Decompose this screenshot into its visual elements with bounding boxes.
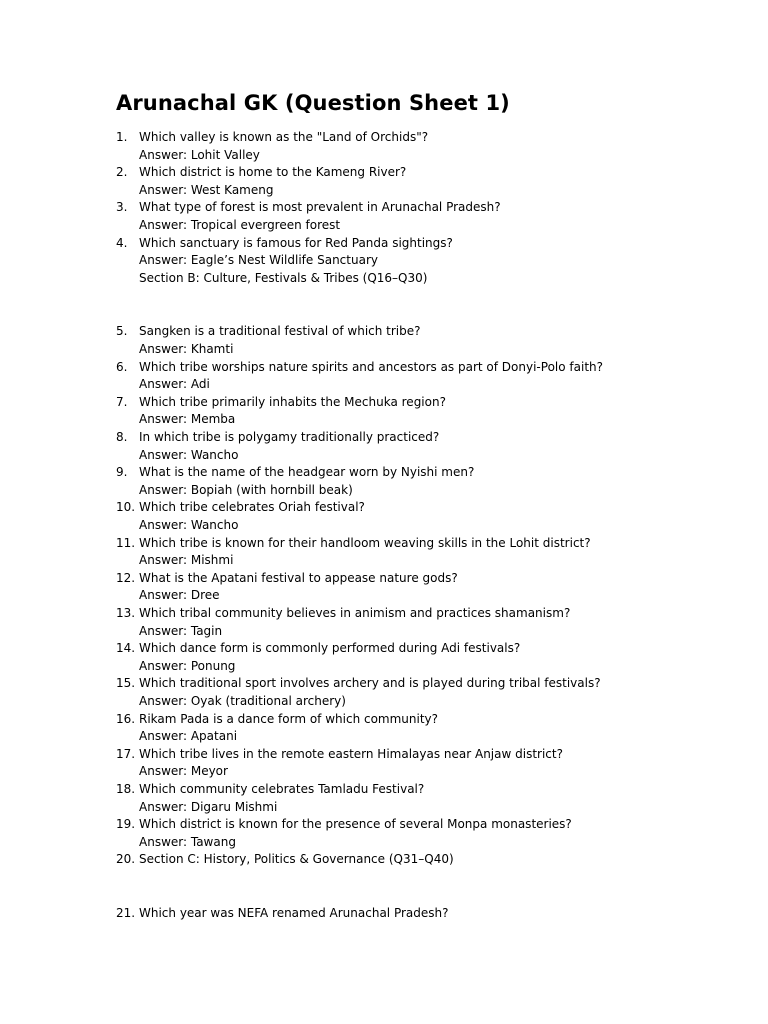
question-text: Which traditional sport involves archery and is played during tribal festivals? <box>139 676 601 691</box>
question-text: Section C: History, Politics & Governance (Q31–Q40) <box>139 852 454 867</box>
question-text: Which tribe lives in the remote eastern Himalayas near Anjaw district? <box>139 746 563 761</box>
answer-text: Answer: Khamti <box>139 342 234 356</box>
answer-text: Answer: Lohit Valley <box>139 147 260 162</box>
question-number: 9. <box>116 465 128 480</box>
question-text: Which tribal community believes in animism and practices shamanism? <box>139 606 571 620</box>
answer-text: Answer: Adi <box>139 377 210 392</box>
answer-text: Answer: Wancho <box>139 447 239 462</box>
question-text: What is the name of the headgear worn by Nyishi men? <box>139 465 475 480</box>
question-text: Rikam Pada is a dance form of which community? <box>139 711 439 726</box>
question-number: 20. <box>116 852 136 867</box>
answer-text: Answer: Ponung <box>139 658 236 673</box>
question-text: Which tribe celebrates Oriah festival? <box>139 500 365 515</box>
question-number: 12. <box>116 570 136 585</box>
question-number: 19. <box>116 817 136 832</box>
answer-text: Answer: Bopiah (with hornbill beak) <box>139 482 353 497</box>
question-text: Sangken is a traditional festival of which tribe? <box>139 324 421 339</box>
question-text: In which tribe is polygamy traditionally practiced? <box>139 430 440 444</box>
question-text: Which tribe primarily inhabits the Mechuka region? <box>139 394 446 409</box>
question-number: 2. <box>116 165 128 180</box>
answer-text: Answer: Apatani <box>139 729 238 744</box>
question-number: 7. <box>116 394 128 409</box>
question-number: 11. <box>116 535 136 550</box>
question-number: 5. <box>116 324 128 339</box>
question-number: 15. <box>116 676 136 691</box>
question-text: Which tribe worships nature spirits and ancestors as part of Donyi-Polo faith? <box>139 359 603 374</box>
question-text: What is the Apatani festival to appease nature gods? <box>139 570 458 585</box>
question-text: Which valley is known as the "Land of Orchids"? <box>139 130 429 144</box>
question-number: 10. <box>116 500 136 515</box>
question-number: 13. <box>116 606 136 620</box>
answer-text: Answer: Eagle’s Nest Wildlife Sanctuary <box>139 253 378 268</box>
answer-text: Answer: Wancho <box>139 518 239 532</box>
question-text: Which sanctuary is famous for Red Panda sightings? <box>139 235 453 250</box>
question-text: Which community celebrates Tamladu Festival? <box>139 782 425 796</box>
answer-text: Answer: Digaru Mishmi <box>139 799 278 814</box>
answer-text: Answer: Dree <box>139 588 220 603</box>
question-number: 8. <box>116 430 128 444</box>
question-text: Which dance form is commonly performed during Adi festivals? <box>139 641 521 656</box>
question-text: Which district is known for the presence of several Monpa monasteries? <box>139 817 572 832</box>
answer-text: Answer: West Kameng <box>139 182 274 197</box>
question-number: 3. <box>116 200 128 215</box>
question-number: 16. <box>116 711 136 726</box>
question-text: What type of forest is most prevalent in Arunachal Pradesh? <box>139 200 501 215</box>
answer-text: Answer: Tagin <box>139 623 223 638</box>
question-number: 1. <box>116 130 128 144</box>
question-text: Which year was NEFA renamed Arunachal Pradesh? <box>139 906 449 920</box>
question-number: 4. <box>116 235 128 250</box>
answer-text: Answer: Mishmi <box>139 553 234 568</box>
answer-text: Answer: Tropical evergreen forest <box>139 218 341 232</box>
answer-text: Answer: Tawang <box>139 834 236 849</box>
question-number: 21. <box>116 906 136 920</box>
question-number: 6. <box>116 359 128 374</box>
answer-text: Answer: Oyak (traditional archery) <box>139 694 346 708</box>
question-number: 17. <box>116 746 136 761</box>
answer-text: Answer: Meyor <box>139 764 228 779</box>
document-title: Arunachal GK (Question Sheet 1) <box>116 91 510 115</box>
question-text: Which tribe is known for their handloom weaving skills in the Lohit district? <box>139 535 591 550</box>
question-text: Which district is home to the Kameng River? <box>139 165 407 180</box>
question-number: 14. <box>116 641 136 656</box>
question-number: 18. <box>116 782 136 796</box>
section-heading-text: Section B: Culture, Festivals & Tribes (Q16–Q30) <box>139 270 428 285</box>
answer-text: Answer: Memba <box>139 412 236 427</box>
